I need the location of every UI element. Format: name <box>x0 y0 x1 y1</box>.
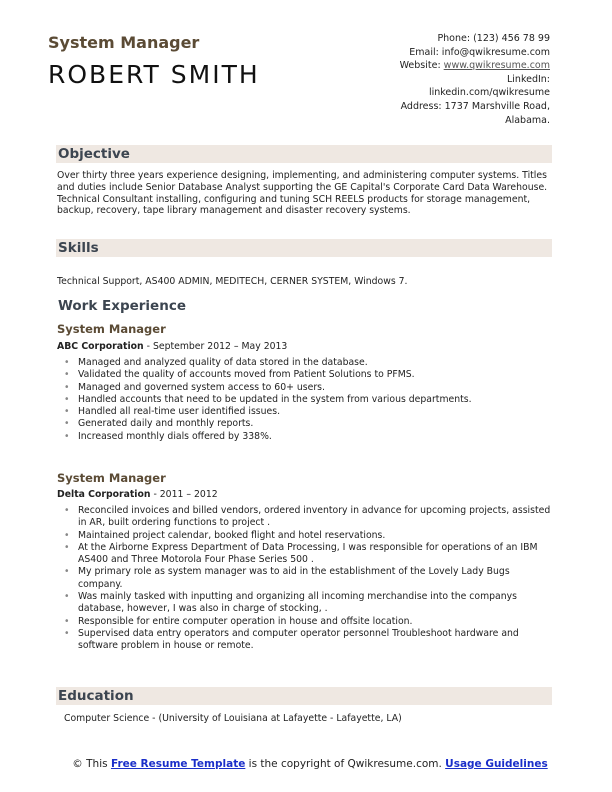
linkedin-label: LinkedIn: <box>506 73 550 85</box>
education-text: Computer Science - (University of Louisiana at Lafayette - Lafayette, LA) <box>64 713 402 724</box>
website <box>350 59 550 73</box>
job-title-2: System Manager <box>57 471 166 485</box>
job-bullets-1 <box>64 357 554 443</box>
job-bullets-2 <box>64 505 554 653</box>
footer-copyright: is the copyright of Qwikresume.com. <box>245 758 446 770</box>
list-item: • At the Airborne Express Department of Data Processing, I was responsible for operations of an IBM AS400 and Three Motorola Four Phase Series 500 . <box>64 542 554 567</box>
usage-guidelines-link[interactable]: Usage Guidelines <box>445 758 548 770</box>
list-item: • Responsible for entire computer operation in house and offsite location. <box>64 616 554 628</box>
linkedin: linkedin.com/qwikresume <box>428 87 550 99</box>
list-item: • Managed and governed system access to 60+ users. <box>64 382 554 394</box>
email: Email: info@qwikresume.com <box>409 46 550 58</box>
free-resume-template-link[interactable]: Free Resume Template <box>110 758 246 770</box>
website-label: Website: <box>399 60 444 72</box>
list-item: • Generated daily and monthly reports. <box>64 418 554 430</box>
list-item: • Handled accounts that need to be updated in the system from various departments. <box>64 394 554 406</box>
skills-heading: Skills <box>56 239 552 257</box>
list-item: • Validated the quality of accounts moved from Patient Solutions to PFMS. <box>64 369 554 381</box>
list-item: • Handled all real-time user identified issues. <box>64 406 554 418</box>
job-dates: - 2011 – 2012 <box>150 489 218 500</box>
footer-prefix: © This <box>72 758 111 770</box>
list-item: • My primary role as system manager was to aid in the establishment of the Lovely Lady Bugs company. <box>64 566 554 591</box>
address-line2: Alabama. <box>505 114 550 126</box>
education-heading: Education <box>56 687 552 705</box>
company-name: ABC Corporation <box>57 341 144 352</box>
job-company-1 <box>57 341 287 352</box>
skills-text: Technical Support, AS400 ADMIN, MEDITECH, CERNER SYSTEM, Windows 7. <box>57 276 408 287</box>
objective-text: Over thirty three years experience designing, implementing, and administering computer systems. Titles and duties include Senior Database Analyst supporting the GE Capital's Corporate Card Data Warehouse. Technical Consultant installing, configuring and tuning SCH REELS products for storage management, backup, recovery, tape library management and disaster recovery systems. <box>57 170 548 217</box>
address: Address: 1737 Marshville Road, <box>400 100 550 112</box>
work-experience-heading: Work Experience <box>58 298 186 314</box>
list-item: • Supervised data entry operators and computer operator personnel Troubleshoot hardware and software problem in house or remote. <box>64 628 554 653</box>
list-item: • Increased monthly dials offered by 338%. <box>64 431 554 443</box>
job-title: System Manager <box>48 33 200 52</box>
list-item: • Was mainly tasked with inputting and organizing all incoming merchandise into the companys database, however, I was also in charge of stocking, . <box>64 591 554 616</box>
candidate-name: ROBERT SMITH <box>48 60 260 89</box>
company-name: Delta Corporation <box>57 489 151 500</box>
objective-heading: Objective <box>56 145 552 163</box>
phone: Phone: (123) 456 78 99 <box>437 33 550 44</box>
list-item: • Maintained project calendar, booked flight and hotel reservations. <box>64 530 554 542</box>
contact-info <box>350 32 550 127</box>
list-item: • Managed and analyzed quality of data stored in the database. <box>64 357 554 369</box>
job-title-1: System Manager <box>57 322 166 336</box>
website-link[interactable]: www.qwikresume.com <box>443 60 550 72</box>
list-item: • Reconciled invoices and billed vendors, ordered inventory in advance for upcoming projects, assisted in AR, built ordering functions to project . <box>64 505 554 530</box>
job-dates: - September 2012 – May 2013 <box>143 341 288 352</box>
job-company-2 <box>57 489 218 500</box>
footer <box>60 758 560 771</box>
